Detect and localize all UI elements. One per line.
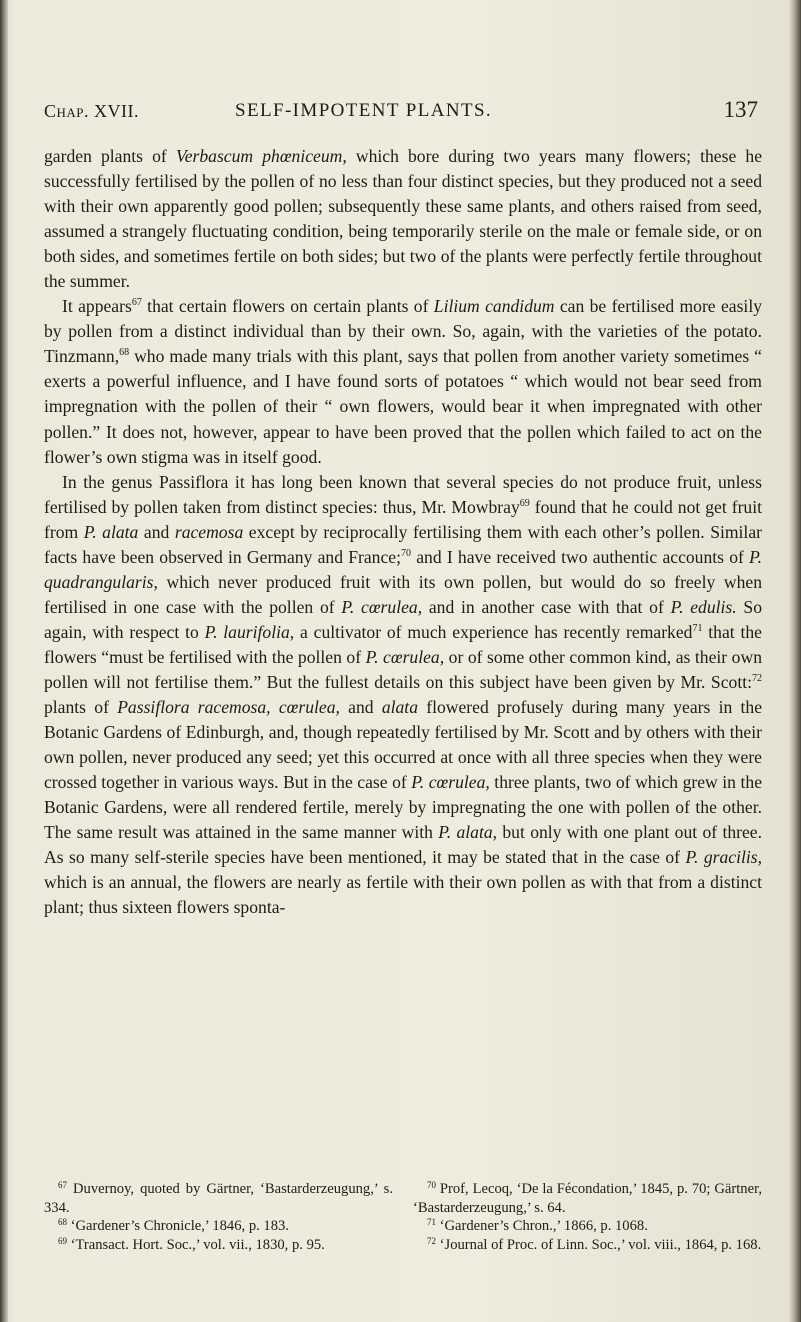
footnote-number: 70: [427, 1180, 436, 1190]
italic-term: P. cœrulea,: [365, 646, 445, 667]
body-text: [44, 144, 762, 920]
footnote-71: [413, 1217, 762, 1236]
footnotes-left-column: [44, 1180, 393, 1254]
text-run: a cultivator of much experience has recently remarked: [294, 621, 693, 642]
text-run: and I have received two authentic accounts of: [411, 546, 750, 567]
footnote-number: 69: [58, 1235, 67, 1246]
footnote-ref: 71: [692, 622, 703, 634]
italic-term: P. alata,: [438, 822, 498, 843]
text-run: flowered profusely during many years in the Botanic Gardens of Edinburgh, and, though repeatedly fertilised by Mr. Scott and by others with their own pollen, never produced any seed; yet this occurred at once with all three species when they were crossed together in various ways. But in the case of: [44, 697, 763, 793]
footnote-69: [44, 1236, 393, 1255]
text-run: plants of: [44, 697, 118, 718]
footnote-ref: 68: [119, 347, 130, 359]
footnote-text: ‘Journal of Proc. of Linn. Soc.,’ vol. viii., 1864, p. 168.: [436, 1236, 762, 1253]
text-run: three plants, two of which grew in the Botanic Gardens, were all rendered fertile, merely by impregnating the one with pollen of the other. The same result was attained in the same manner with: [44, 772, 762, 843]
text-run: and: [138, 521, 175, 542]
italic-term: P. quadrangularis,: [44, 546, 762, 592]
text-run: It appears: [62, 296, 132, 317]
text-run: which is an annual, the flowers are nearly as fertile with their own pollen as with that from a distinct plant; thus sixteen flowers sponta-: [44, 872, 762, 918]
footnote-72: [413, 1236, 762, 1255]
footnote-text: ‘Gardener’s Chronicle,’ 1846, p. 183.: [67, 1218, 289, 1235]
page-outer-edge: [789, 0, 801, 1322]
italic-term: Passiflora racemosa, cœrulea,: [117, 697, 340, 718]
running-header: [44, 97, 760, 127]
footnote-70: [413, 1180, 762, 1217]
footnote-ref: 70: [401, 547, 411, 559]
text-run: except by reciprocally fertilising them with each other’s pollen. Similar facts have been observed in Germany and France;: [44, 521, 762, 567]
text-run: that certain flowers on certain plants of: [141, 296, 434, 317]
italic-term: P. laurifolia,: [204, 621, 295, 642]
paragraph-3: [44, 470, 762, 921]
italic-term: P. edulis.: [670, 596, 737, 617]
footnote-68: [44, 1217, 393, 1236]
footnotes-right-column: [413, 1180, 762, 1254]
text-run: garden plants of: [44, 146, 176, 166]
running-title: SELF-IMPOTENT PLANTS.: [235, 100, 493, 121]
text-run: In the genus Passiflora it has long been known that several species do not produce fruit, unless fertilised by pollen taken from distinct species: thus, Mr. Mowbray: [44, 471, 762, 517]
page-number: 137: [723, 97, 758, 122]
text-run: who made many trials with this plant, says that pollen from another variety sometimes “ exerts a powerful influence, and I have found sorts of potatoes “ which would not bear seed from impregnation with the pollen of their “ own flowers, would bear it when impregnated with other pollen.” It does not, however, appear to have been proved that the pollen which failed to act on the flower’s own stigma was in itself good.: [44, 346, 762, 467]
footnote-ref: 72: [752, 672, 762, 684]
text-run: which bore during two years many flowers; these he successfully fertilised by the pollen of no less than four distinct species, but they produced not a seed with their own apparently good pollen; subsequently these same plants, and others raised from seed, assumed a strangely fluctuating condition, being temporarily sterile on the male or female side, or on both sides, and sometimes fertile on both sides; but two of the plants were perfectly fertile throughout the summer.: [44, 146, 762, 292]
text-run: can be fertilised more easily by pollen from a distinct individual than by their own. So, again, with the varieties of the potato. Tinzmann,: [44, 296, 763, 367]
text-run: which never produced fruit with its own pollen, but would do so freely when fertilised in one case with the pollen of: [44, 571, 762, 617]
italic-term: P. alata: [83, 521, 139, 542]
footnote-text: Prof, Lecoq, ‘De la Fécondation,’ 1845, p. 70; Gärtner, ‘Bastarderzeugung,’ s. 64.: [413, 1181, 762, 1216]
italic-term: alata: [381, 697, 418, 718]
text-run: found that he could not get fruit from: [44, 496, 762, 542]
page-binding-edge: [0, 0, 8, 1322]
italic-term: Verbascum phœniceum,: [175, 146, 347, 166]
footnote-67: [44, 1180, 393, 1217]
text-run: that the flowers “must be fertilised with the pollen of: [44, 621, 762, 667]
italic-term: Lilium candidum: [433, 296, 555, 317]
footnote-number: 71: [427, 1217, 436, 1228]
text-run: and in another case with that of: [422, 596, 671, 617]
italic-term: P. gracilis,: [685, 847, 762, 868]
footnote-text: Duvernoy, quoted by Gärtner, ‘Bastarderzeugung,’ s. 334.: [44, 1181, 393, 1216]
italic-term: racemosa: [174, 521, 244, 542]
italic-term: P. cœrulea,: [411, 772, 490, 793]
text-run: and: [339, 697, 382, 718]
footnote-text: ‘Gardener’s Chron.,’ 1866, p. 1068.: [436, 1218, 648, 1235]
footnote-number: 72: [427, 1235, 436, 1246]
text-run: So again, with respect to: [44, 596, 762, 642]
paragraph-1: [44, 144, 762, 294]
footnote-ref: 67: [131, 297, 142, 309]
footnote-number: 67: [58, 1180, 67, 1190]
chapter-label: Chap. XVII.: [44, 101, 139, 121]
footnote-ref: 69: [519, 497, 530, 509]
footnote-number: 68: [58, 1217, 67, 1228]
italic-term: P. cœrulea,: [341, 596, 423, 617]
text-run: or of some other common kind, as their own pollen will not fertilise them.” But the fullest details on this subject have been given by Mr. Scott:: [44, 646, 762, 692]
text-run: but only with one plant out of three. As so many self-sterile species have been mentioned, it may be stated that in the case of: [44, 822, 763, 868]
footnote-text: ‘Transact. Hort. Soc.,’ vol. vii., 1830, p. 95.: [67, 1236, 325, 1253]
paragraph-2: [44, 294, 762, 469]
